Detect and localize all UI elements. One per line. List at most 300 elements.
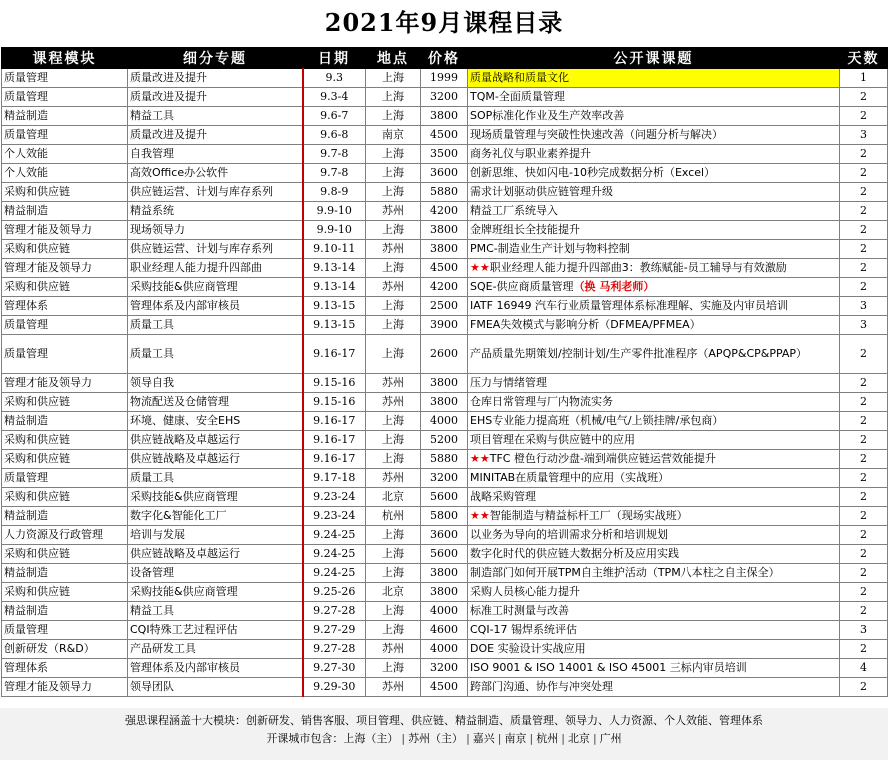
cell-price: 3800 xyxy=(421,374,468,393)
course-title: MINITAB在质量管理中的应用（实战班） xyxy=(470,471,670,484)
cell-date: 9.3 xyxy=(303,69,366,88)
cell-topic: 领导团队 xyxy=(128,678,303,697)
cell-days: 2 xyxy=(840,507,888,526)
cell-city: 上海 xyxy=(366,602,421,621)
table-row xyxy=(2,659,888,678)
cell-module: 采购和供应链 xyxy=(2,183,128,202)
cell-days: 2 xyxy=(840,240,888,259)
cell-date: 9.9-10 xyxy=(303,221,366,240)
cell-city: 上海 xyxy=(366,659,421,678)
cell-price: 5800 xyxy=(421,507,468,526)
table-row xyxy=(2,374,888,393)
cell-date: 9.13-15 xyxy=(303,297,366,316)
cell-course xyxy=(468,316,840,335)
cell-price: 3800 xyxy=(421,564,468,583)
course-title: DOE 实验设计实战应用 xyxy=(470,642,586,655)
cell-topic: 采购技能&供应商管理 xyxy=(128,583,303,602)
course-title: 产品质量先期策划/控制计划/生产零件批准程序（APQP&CP&PPAP） xyxy=(470,347,808,360)
cell-days: 2 xyxy=(840,202,888,221)
table-row xyxy=(2,69,888,88)
cell-days: 2 xyxy=(840,412,888,431)
city-item: 苏州（主） xyxy=(408,732,464,745)
cell-city: 上海 xyxy=(366,221,421,240)
cell-price: 2500 xyxy=(421,297,468,316)
city-divider: | xyxy=(529,732,534,745)
cell-price: 3200 xyxy=(421,659,468,678)
cell-course xyxy=(468,507,840,526)
cell-price: 4200 xyxy=(421,202,468,221)
cell-course xyxy=(468,469,840,488)
city-item: 南京 xyxy=(504,732,527,745)
cell-date: 9.27-29 xyxy=(303,621,366,640)
cell-days: 2 xyxy=(840,374,888,393)
cell-price: 4500 xyxy=(421,678,468,697)
cell-days: 2 xyxy=(840,88,888,107)
cell-price: 3200 xyxy=(421,469,468,488)
cell-course xyxy=(468,412,840,431)
cell-price: 1999 xyxy=(421,69,468,88)
table-row xyxy=(2,202,888,221)
course-title: IATF 16949 汽车行业质量管理体系标准理解、实施及内审员培训 xyxy=(470,299,788,312)
city-divider: | xyxy=(401,732,406,745)
cell-date: 9.6-7 xyxy=(303,107,366,126)
cell-course xyxy=(468,335,840,374)
cell-price: 4200 xyxy=(421,278,468,297)
cell-city: 上海 xyxy=(366,297,421,316)
cell-course xyxy=(468,564,840,583)
cell-module: 精益制造 xyxy=(2,412,128,431)
cell-topic: 精益系统 xyxy=(128,202,303,221)
table-row xyxy=(2,602,888,621)
cell-course xyxy=(468,621,840,640)
cell-module: 精益制造 xyxy=(2,602,128,621)
cell-course xyxy=(468,640,840,659)
cell-topic: 质量工具 xyxy=(128,316,303,335)
course-note: （换 马利老师） xyxy=(573,280,655,293)
table-row xyxy=(2,431,888,450)
cell-days: 1 xyxy=(840,69,888,88)
cell-course xyxy=(468,545,840,564)
city-divider: | xyxy=(592,732,597,745)
course-title: 金牌班组长全技能提升 xyxy=(470,223,580,236)
course-title: 战略采购管理 xyxy=(470,490,536,503)
cell-topic: 采购技能&供应商管理 xyxy=(128,278,303,297)
cell-city: 苏州 xyxy=(366,202,421,221)
table-row xyxy=(2,240,888,259)
cell-date: 9.27-28 xyxy=(303,640,366,659)
cell-module: 创新研发（R&D） xyxy=(2,640,128,659)
course-title: TQM-全面质量管理 xyxy=(470,90,565,103)
cell-price: 3800 xyxy=(421,240,468,259)
cell-city: 苏州 xyxy=(366,278,421,297)
cell-city: 苏州 xyxy=(366,640,421,659)
cell-module: 管理才能及领导力 xyxy=(2,221,128,240)
cell-days: 2 xyxy=(840,259,888,278)
cell-module: 精益制造 xyxy=(2,202,128,221)
cell-module: 管理才能及领导力 xyxy=(2,374,128,393)
table-row xyxy=(2,259,888,278)
cell-date: 9.3-4 xyxy=(303,88,366,107)
table-row xyxy=(2,297,888,316)
course-title: PMC-制造业生产计划与物料控制 xyxy=(470,242,630,255)
cell-topic: 供应链运营、计划与库存系列 xyxy=(128,183,303,202)
cell-days: 2 xyxy=(840,564,888,583)
cell-module: 质量管理 xyxy=(2,621,128,640)
cell-topic: 领导自我 xyxy=(128,374,303,393)
cell-city: 上海 xyxy=(366,450,421,469)
cell-city: 上海 xyxy=(366,259,421,278)
cell-days: 2 xyxy=(840,107,888,126)
course-catalog-table xyxy=(1,47,888,697)
cell-city: 苏州 xyxy=(366,469,421,488)
course-title: ISO 9001 & ISO 14001 & ISO 45001 三标内审员培训 xyxy=(470,661,747,674)
cell-module: 质量管理 xyxy=(2,126,128,145)
course-title: 制造部门如何开展TPM自主维护活动（TPM八本柱之自主保全） xyxy=(470,566,780,579)
cell-price: 3800 xyxy=(421,393,468,412)
cell-topic: 供应链战略及卓越运行 xyxy=(128,431,303,450)
cell-days: 2 xyxy=(840,183,888,202)
cell-course xyxy=(468,393,840,412)
cell-module: 精益制造 xyxy=(2,564,128,583)
table-row xyxy=(2,640,888,659)
cell-topic: 质量改进及提升 xyxy=(128,69,303,88)
cell-city: 上海 xyxy=(366,335,421,374)
cell-city: 上海 xyxy=(366,564,421,583)
cell-days: 2 xyxy=(840,602,888,621)
cell-module: 精益制造 xyxy=(2,107,128,126)
cell-days: 2 xyxy=(840,450,888,469)
course-title: 仓库日常管理与厂内物流实务 xyxy=(470,395,613,408)
cell-price: 3600 xyxy=(421,526,468,545)
cell-date: 9.16-17 xyxy=(303,450,366,469)
header-module: 课程模块 xyxy=(2,48,128,69)
cell-days: 2 xyxy=(840,164,888,183)
cell-date: 9.24-25 xyxy=(303,545,366,564)
course-title: SQE-供应商质量管理 xyxy=(470,280,574,293)
table-row xyxy=(2,107,888,126)
cell-date: 9.29-30 xyxy=(303,678,366,697)
cell-course xyxy=(468,678,840,697)
cell-module: 采购和供应链 xyxy=(2,431,128,450)
footer-cities-line xyxy=(0,730,888,748)
cell-date: 9.23-24 xyxy=(303,507,366,526)
course-title: 跨部门沟通、协作与冲突处理 xyxy=(470,680,613,693)
course-title: 创新思维、快如闪电-10秒完成数据分析（Excel） xyxy=(470,166,716,179)
cell-date: 9.24-25 xyxy=(303,564,366,583)
cell-city: 上海 xyxy=(366,107,421,126)
cell-course xyxy=(468,126,840,145)
cell-city: 上海 xyxy=(366,316,421,335)
cell-course xyxy=(468,374,840,393)
cell-days: 2 xyxy=(840,545,888,564)
header-topic: 细分专题 xyxy=(128,48,303,69)
cell-course xyxy=(468,88,840,107)
table-row xyxy=(2,507,888,526)
cell-module: 人力资源及行政管理 xyxy=(2,526,128,545)
cell-city: 上海 xyxy=(366,145,421,164)
cell-days: 2 xyxy=(840,678,888,697)
cell-module: 采购和供应链 xyxy=(2,583,128,602)
cell-price: 4500 xyxy=(421,126,468,145)
course-title: 职业经理人能力提升四部曲3：教练赋能-员工辅导与有效激励 xyxy=(489,261,787,274)
course-title: 标准工时测量与改善 xyxy=(470,604,569,617)
course-title: SOP标准化作业及生产效率改善 xyxy=(470,109,625,122)
cell-date: 9.23-24 xyxy=(303,488,366,507)
cell-city: 上海 xyxy=(366,183,421,202)
course-title: 智能制造与精益标杆工厂（现场实战班） xyxy=(489,509,688,522)
cell-module: 采购和供应链 xyxy=(2,240,128,259)
cell-date: 9.7-8 xyxy=(303,164,366,183)
header-days: 天数 xyxy=(840,48,888,69)
cell-module: 采购和供应链 xyxy=(2,488,128,507)
cell-city: 上海 xyxy=(366,69,421,88)
city-item: 嘉兴 xyxy=(472,732,495,745)
cell-module: 质量管理 xyxy=(2,335,128,374)
cell-topic: 培训与发展 xyxy=(128,526,303,545)
cell-course xyxy=(468,431,840,450)
table-row xyxy=(2,278,888,297)
cell-price: 4000 xyxy=(421,412,468,431)
cell-date: 9.10-11 xyxy=(303,240,366,259)
cell-price: 5600 xyxy=(421,545,468,564)
cell-topic: 设备管理 xyxy=(128,564,303,583)
table-row xyxy=(2,393,888,412)
cell-topic: 自我管理 xyxy=(128,145,303,164)
cell-topic: 现场领导力 xyxy=(128,221,303,240)
city-divider: | xyxy=(561,732,565,745)
course-title: TFC 橙色行动沙盘-端到端供应链运营效能提升 xyxy=(489,452,716,465)
cell-topic: 管理体系及内部审核员 xyxy=(128,297,303,316)
cell-date: 9.16-17 xyxy=(303,431,366,450)
cell-days: 2 xyxy=(840,640,888,659)
cell-date: 9.13-14 xyxy=(303,259,366,278)
table-row xyxy=(2,450,888,469)
course-title: 商务礼仪与职业素养提升 xyxy=(470,147,591,160)
cell-course xyxy=(468,202,840,221)
cell-city: 苏州 xyxy=(366,393,421,412)
cell-course xyxy=(468,221,840,240)
cell-course xyxy=(468,659,840,678)
course-title: 质量战略和质量文化 xyxy=(470,71,569,84)
table-row xyxy=(2,564,888,583)
cell-date: 9.15-16 xyxy=(303,374,366,393)
cell-module: 管理才能及领导力 xyxy=(2,678,128,697)
cell-topic: 高效Office办公软件 xyxy=(128,164,303,183)
cell-module: 个人效能 xyxy=(2,164,128,183)
course-title: 现场质量管理与突破性快速改善（问题分析与解决） xyxy=(470,128,723,141)
header-date: 日期 xyxy=(303,48,366,69)
cell-days: 2 xyxy=(840,145,888,164)
cell-price: 3200 xyxy=(421,88,468,107)
footer-modules-line: 强思课程涵盖十大模块：创新研发、销售客服、项目管理、供应链、精益制造、质量管理、领导力、人力资源、个人效能、管理体系 xyxy=(125,714,763,727)
table-row xyxy=(2,545,888,564)
cell-module: 采购和供应链 xyxy=(2,393,128,412)
course-title: FMEA失效模式与影响分析（DFMEA/PFMEA） xyxy=(470,318,701,331)
cell-date: 9.8-9 xyxy=(303,183,366,202)
cell-topic: 物流配送及仓储管理 xyxy=(128,393,303,412)
table-row xyxy=(2,126,888,145)
table-row xyxy=(2,183,888,202)
cell-date: 9.9-10 xyxy=(303,202,366,221)
header-city: 地点 xyxy=(366,48,421,69)
cell-price: 3900 xyxy=(421,316,468,335)
cell-date: 9.24-25 xyxy=(303,526,366,545)
cell-price: 5200 xyxy=(421,431,468,450)
city-item: 杭州 xyxy=(536,732,559,745)
table-header-row xyxy=(2,48,888,69)
city-divider: | xyxy=(497,732,502,745)
star-icon: ★★ xyxy=(470,509,490,522)
table-row xyxy=(2,88,888,107)
cell-days: 2 xyxy=(840,583,888,602)
cell-module: 采购和供应链 xyxy=(2,450,128,469)
cell-price: 5600 xyxy=(421,488,468,507)
cell-days: 3 xyxy=(840,297,888,316)
cell-date: 9.6-8 xyxy=(303,126,366,145)
cell-days: 2 xyxy=(840,431,888,450)
table-row xyxy=(2,412,888,431)
cell-city: 上海 xyxy=(366,412,421,431)
cell-price: 3800 xyxy=(421,221,468,240)
cell-topic: 产品研发工具 xyxy=(128,640,303,659)
cell-topic: 供应链运营、计划与库存系列 xyxy=(128,240,303,259)
header-course: 公开课课题 xyxy=(468,48,840,69)
cell-topic: 数字化&智能化工厂 xyxy=(128,507,303,526)
footer xyxy=(0,708,888,760)
cell-price: 3600 xyxy=(421,164,468,183)
cell-topic: 环境、健康、安全EHS xyxy=(128,412,303,431)
cell-days: 2 xyxy=(840,278,888,297)
cell-city: 苏州 xyxy=(366,374,421,393)
course-title: 项目管理在采购与供应链中的应用 xyxy=(470,433,635,446)
cell-city: 北京 xyxy=(366,488,421,507)
cell-price: 4600 xyxy=(421,621,468,640)
table-row xyxy=(2,164,888,183)
table-row xyxy=(2,583,888,602)
cell-date: 9.27-28 xyxy=(303,602,366,621)
cell-days: 2 xyxy=(840,469,888,488)
course-title: 数字化时代的供应链大数据分析及应用实践 xyxy=(470,547,679,560)
course-title: EHS专业能力提高班（机械/电气/上锁挂牌/承包商） xyxy=(470,414,724,427)
course-title: 需求计划驱动供应链管理升级 xyxy=(470,185,613,198)
cell-topic: 供应链战略及卓越运行 xyxy=(128,450,303,469)
cell-days: 3 xyxy=(840,316,888,335)
cell-course xyxy=(468,240,840,259)
cell-course xyxy=(468,602,840,621)
cell-city: 杭州 xyxy=(366,507,421,526)
cell-date: 9.13-15 xyxy=(303,316,366,335)
table-row xyxy=(2,145,888,164)
table-row xyxy=(2,678,888,697)
cell-module: 个人效能 xyxy=(2,145,128,164)
city-item: 北京 xyxy=(567,732,590,745)
cell-course xyxy=(468,278,840,297)
cell-days: 4 xyxy=(840,659,888,678)
cell-course xyxy=(468,297,840,316)
cell-module: 质量管理 xyxy=(2,69,128,88)
cell-city: 苏州 xyxy=(366,678,421,697)
cell-topic: 供应链战略及卓越运行 xyxy=(128,545,303,564)
cell-module: 质量管理 xyxy=(2,469,128,488)
cell-date: 9.25-26 xyxy=(303,583,366,602)
cell-city: 上海 xyxy=(366,164,421,183)
course-title: 精益工厂系统导入 xyxy=(470,204,558,217)
course-title: CQI-17 锡焊系统评估 xyxy=(470,623,578,636)
table-row xyxy=(2,335,888,374)
cell-price: 4000 xyxy=(421,602,468,621)
cell-date: 9.15-16 xyxy=(303,393,366,412)
cell-city: 苏州 xyxy=(366,240,421,259)
cell-city: 上海 xyxy=(366,88,421,107)
cell-topic: 精益工具 xyxy=(128,602,303,621)
cell-topic: 质量改进及提升 xyxy=(128,126,303,145)
cell-module: 采购和供应链 xyxy=(2,545,128,564)
page-title: 2021年9月课程目录 xyxy=(324,8,564,37)
cell-date: 9.17-18 xyxy=(303,469,366,488)
cell-days: 3 xyxy=(840,621,888,640)
cell-topic: 精益工具 xyxy=(128,107,303,126)
footer-cities-prefix: 开课城市包含： xyxy=(266,732,344,745)
cell-course xyxy=(468,259,840,278)
cell-topic: 采购技能&供应商管理 xyxy=(128,488,303,507)
city-divider: | xyxy=(466,732,470,745)
cell-course xyxy=(468,583,840,602)
cell-topic: 管理体系及内部审核员 xyxy=(128,659,303,678)
cell-course xyxy=(468,164,840,183)
cell-topic: CQI特殊工艺过程评估 xyxy=(128,621,303,640)
cell-course xyxy=(468,69,840,88)
table-row xyxy=(2,469,888,488)
cell-course xyxy=(468,488,840,507)
cell-price: 2600 xyxy=(421,335,468,374)
star-icon: ★★ xyxy=(470,452,490,465)
table-row xyxy=(2,621,888,640)
cell-price: 3500 xyxy=(421,145,468,164)
table-row xyxy=(2,221,888,240)
cell-price: 3800 xyxy=(421,107,468,126)
cell-price: 3800 xyxy=(421,583,468,602)
cell-price: 5880 xyxy=(421,450,468,469)
cell-date: 9.7-8 xyxy=(303,145,366,164)
cell-module: 管理才能及领导力 xyxy=(2,259,128,278)
cell-course xyxy=(468,107,840,126)
cell-days: 2 xyxy=(840,393,888,412)
city-item: 广州 xyxy=(599,732,622,745)
cell-topic: 职业经理人能力提升四部曲 xyxy=(128,259,303,278)
cell-module: 精益制造 xyxy=(2,507,128,526)
header-price: 价格 xyxy=(421,48,468,69)
cell-topic: 质量工具 xyxy=(128,469,303,488)
cell-days: 2 xyxy=(840,526,888,545)
cell-topic: 质量工具 xyxy=(128,335,303,374)
table-row xyxy=(2,488,888,507)
cell-city: 南京 xyxy=(366,126,421,145)
cell-price: 4500 xyxy=(421,259,468,278)
course-title: 采购人员核心能力提升 xyxy=(470,585,580,598)
course-title: 压力与情绪管理 xyxy=(470,376,547,389)
cell-price: 4000 xyxy=(421,640,468,659)
cell-city: 上海 xyxy=(366,526,421,545)
cell-days: 3 xyxy=(840,126,888,145)
cell-course xyxy=(468,450,840,469)
cell-days: 2 xyxy=(840,335,888,374)
cell-price: 5880 xyxy=(421,183,468,202)
cell-module: 质量管理 xyxy=(2,316,128,335)
table-row xyxy=(2,526,888,545)
cell-city: 上海 xyxy=(366,545,421,564)
cell-module: 质量管理 xyxy=(2,88,128,107)
cell-course xyxy=(468,145,840,164)
